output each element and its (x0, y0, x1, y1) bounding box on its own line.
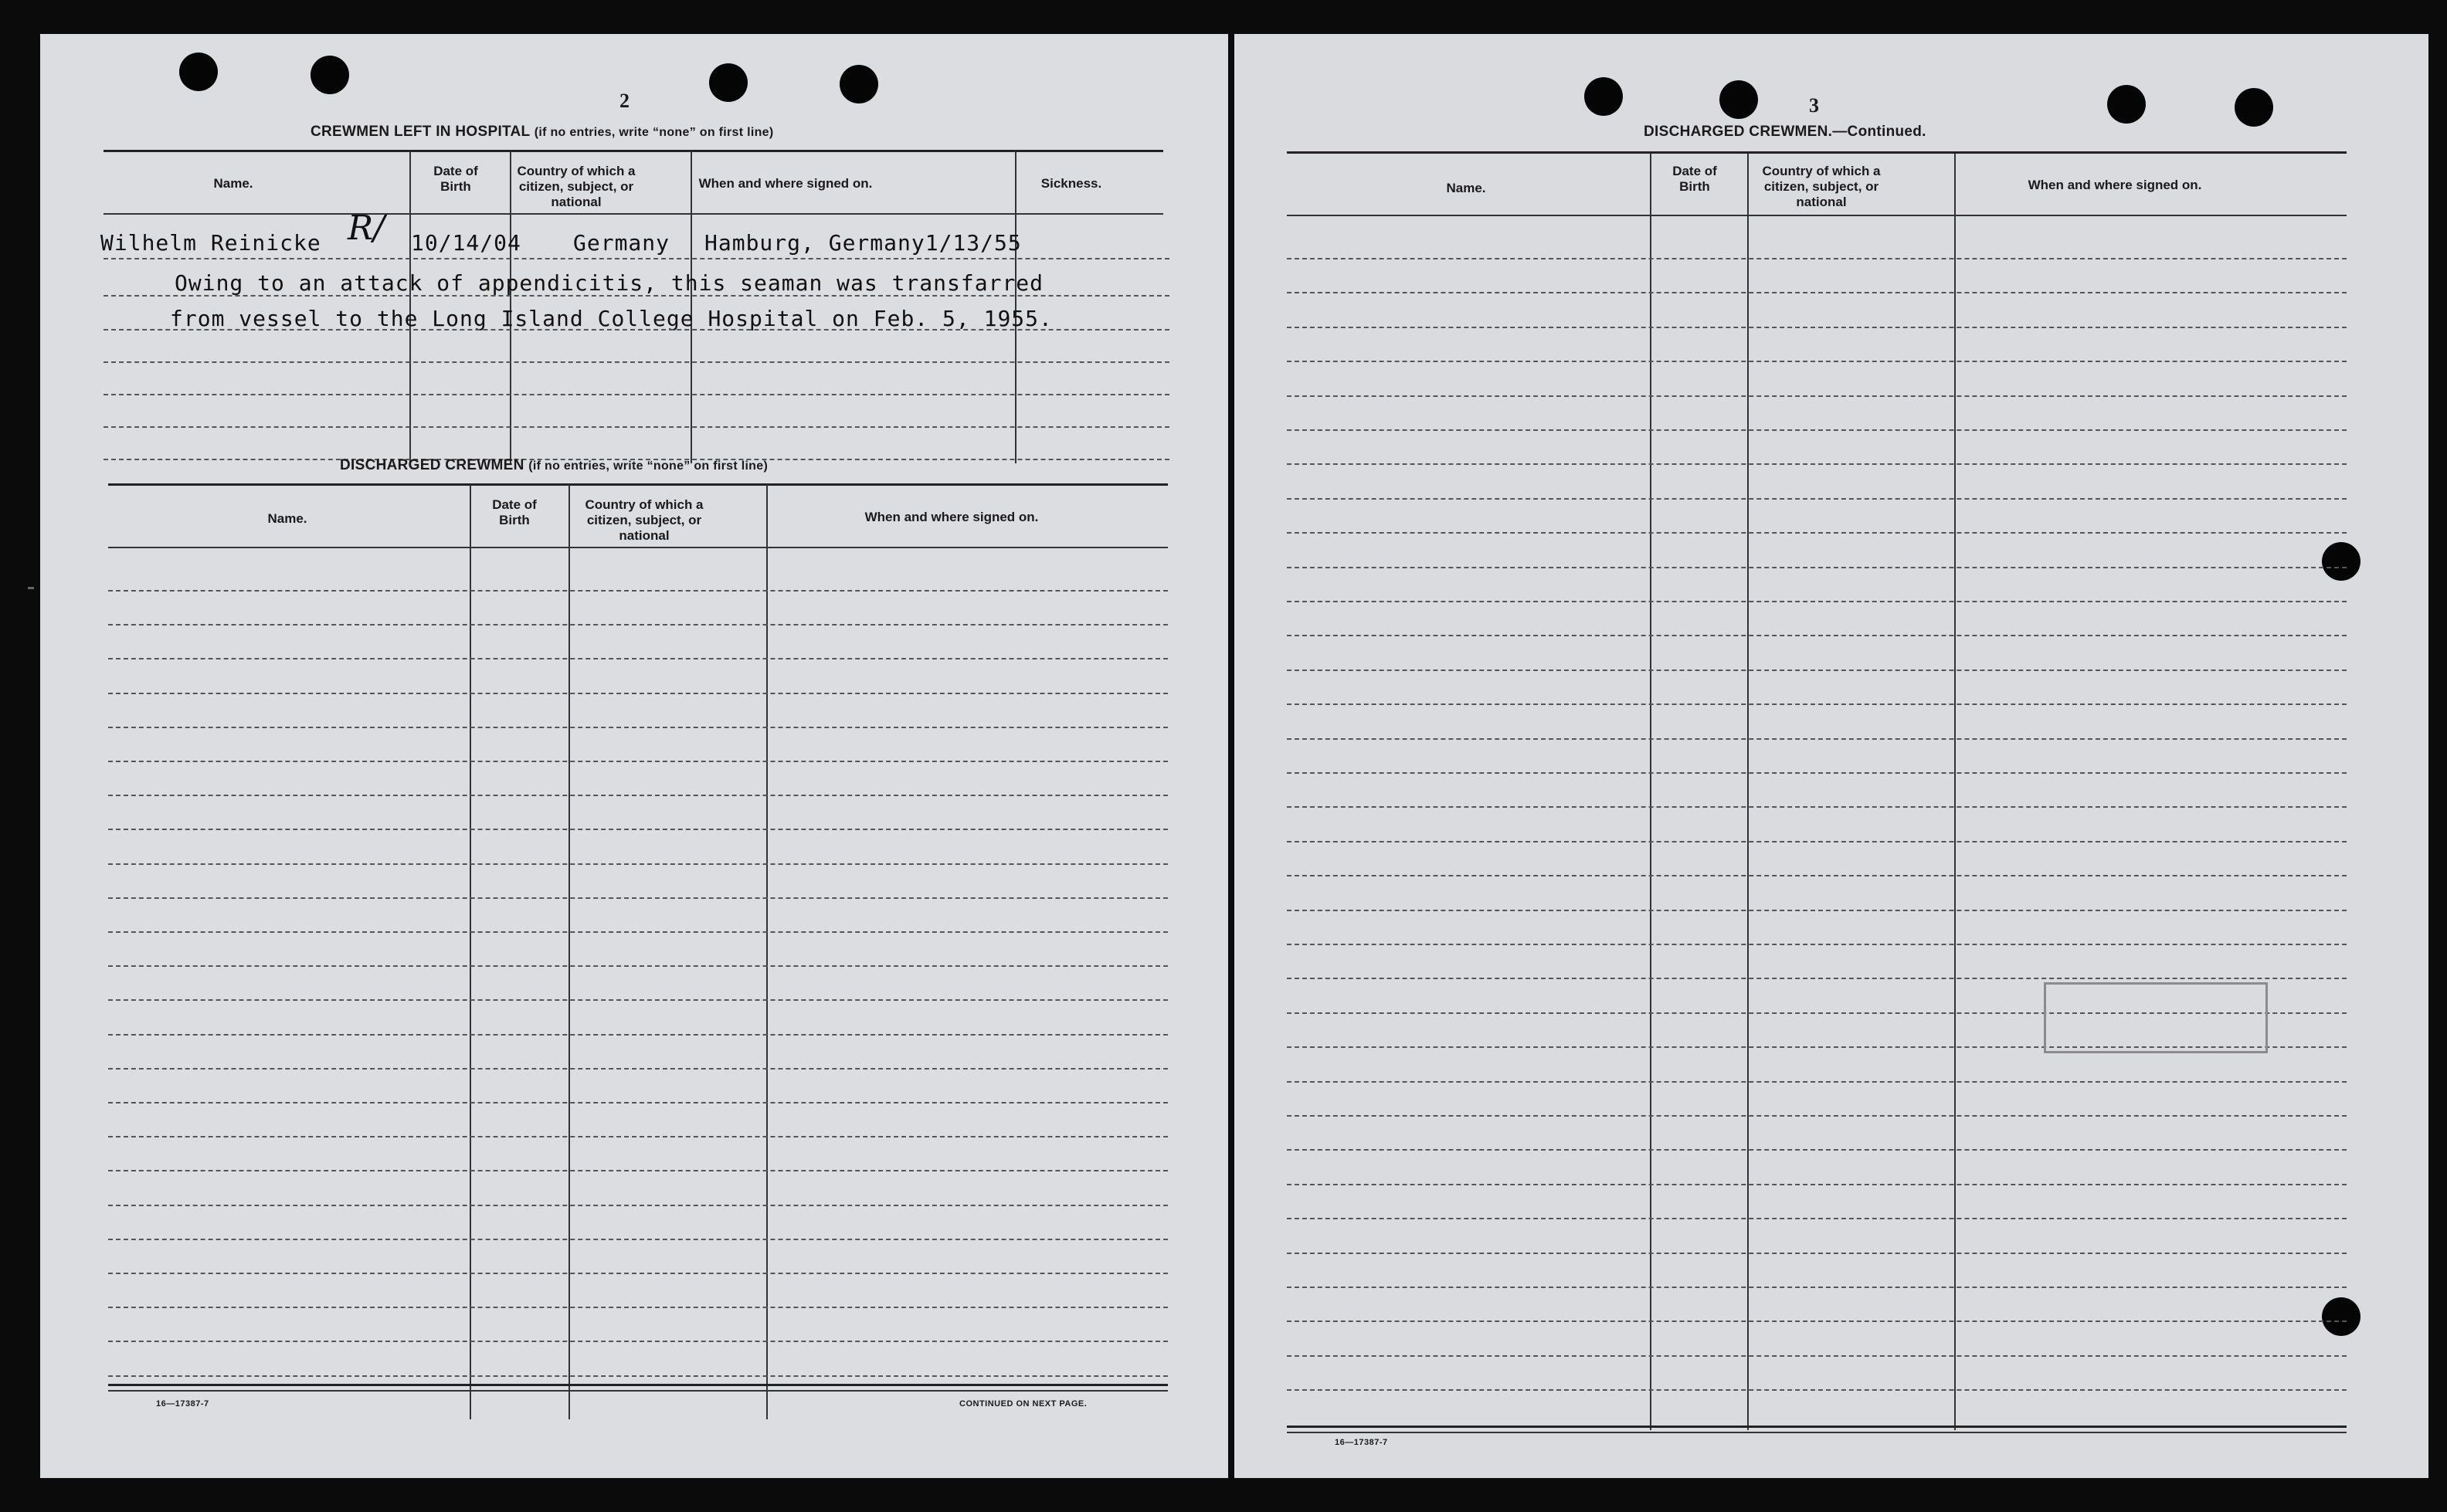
table-bottom-rule (1287, 1426, 2347, 1428)
blank-entry-line (1287, 1081, 2347, 1083)
punch-hole (2107, 85, 2146, 124)
blank-entry-line (108, 1307, 1168, 1308)
col-header-sickness: Sickness. (1040, 176, 1102, 191)
edge-mark (28, 587, 34, 589)
faded-stamp (2044, 982, 2268, 1053)
column-divider (1954, 153, 1956, 1430)
blank-entry-line (108, 624, 1168, 625)
blank-entry-line (108, 1136, 1168, 1137)
col-header-signed-on: When and where signed on. (864, 510, 1039, 524)
table-top-rule (104, 150, 1163, 152)
blank-entry-line (1287, 944, 2347, 945)
blank-entry-line (108, 1170, 1168, 1171)
blank-entry-line (108, 1102, 1168, 1103)
blank-entry-line (1287, 1287, 2347, 1288)
blank-entry-line (1287, 292, 2347, 293)
blank-entry-line (108, 1068, 1168, 1070)
continued-note: CONTINUED ON NEXT PAGE. (959, 1399, 1088, 1409)
entry-country: Germany (573, 230, 670, 256)
punch-hole (709, 63, 748, 102)
blank-entry-line (1287, 978, 2347, 979)
blank-entry-line (108, 1239, 1168, 1240)
punch-hole (840, 65, 878, 103)
col-header-signed-on: When and where signed on. (2028, 178, 2202, 192)
blank-entry-line (1287, 567, 2347, 568)
col-header-signed-on: When and where signed on. (698, 176, 873, 191)
blank-entry-line (108, 658, 1168, 659)
blank-entry-line (1287, 498, 2347, 500)
blank-entry-line (1287, 1115, 2347, 1117)
blank-entry-line (108, 1034, 1168, 1036)
blank-entry-line (1287, 258, 2347, 259)
punch-hole (311, 56, 349, 94)
blank-entry-line (108, 931, 1168, 933)
col-header-name: Name. (213, 176, 253, 191)
blank-entry-line (1287, 875, 2347, 876)
form-number: 16—17387-7 (1335, 1438, 1388, 1447)
blank-entry-line (1287, 910, 2347, 911)
punch-hole (1584, 77, 1623, 116)
blank-entry-line (108, 999, 1168, 1001)
col-header-name: Name. (267, 511, 307, 526)
blank-entry-line (1287, 772, 2347, 774)
punch-hole (2322, 542, 2360, 581)
col-header-name: Name. (1446, 181, 1486, 195)
table-header-rule (104, 213, 1163, 215)
blank-entry-line (108, 1341, 1168, 1342)
table-bottom-rule (1287, 1432, 2347, 1433)
left-page (40, 34, 1228, 1478)
table-top-rule (108, 483, 1168, 486)
blank-entry-line (108, 863, 1168, 865)
blank-entry-line (1287, 1149, 2347, 1151)
form-number: 16—17387-7 (156, 1399, 209, 1409)
page-number: 3 (1809, 94, 1819, 117)
blank-entry-line (1287, 738, 2347, 740)
hospital-section-title: CREWMEN LEFT IN HOSPITAL (if no entries, write “none” on first line) (311, 124, 774, 140)
entry-line (104, 426, 1169, 428)
entry-initials: R/ (348, 208, 385, 248)
blank-entry-line (108, 761, 1168, 762)
table-bottom-rule (108, 1384, 1168, 1386)
blank-entry-line (1287, 635, 2347, 636)
blank-entry-line (1287, 601, 2347, 602)
blank-entry-line (1287, 806, 2347, 808)
blank-entry-line (1287, 1218, 2347, 1219)
punch-hole (2235, 88, 2273, 127)
column-divider (1650, 153, 1651, 1430)
table-header-rule (108, 547, 1168, 548)
entry-line (104, 329, 1169, 331)
punch-hole (1719, 80, 1758, 119)
entry-dob: 10/14/04 (411, 230, 521, 256)
blank-entry-line (108, 965, 1168, 967)
blank-entry-line (108, 1205, 1168, 1206)
table-header-rule (1287, 215, 2347, 216)
col-header-dob: Date of Birth (1672, 164, 1717, 194)
blank-entry-line (108, 795, 1168, 796)
blank-entry-line (1287, 1389, 2347, 1391)
blank-entry-line (108, 590, 1168, 592)
col-header-dob: Date of Birth (492, 497, 537, 527)
col-header-country: Country of which a citizen, subject, or national (1762, 164, 1881, 209)
right-page (1234, 34, 2428, 1478)
blank-entry-line (1287, 703, 2347, 705)
entry-signed-on: Hamburg, Germany1/13/55 (704, 230, 1022, 256)
blank-entry-line (108, 829, 1168, 830)
entry-name: Wilhelm Reinicke (100, 230, 321, 256)
blank-entry-line (108, 1273, 1168, 1274)
remark-line-1: Owing to an attack of appendicitis, this seaman was transfarred (175, 270, 1044, 296)
blank-entry-line (108, 1375, 1168, 1377)
entry-line (104, 258, 1169, 259)
col-header-dob: Date of Birth (433, 164, 478, 194)
blank-entry-line (108, 693, 1168, 694)
col-header-country: Country of which a citizen, subject, or national (517, 164, 636, 209)
blank-entry-line (1287, 1253, 2347, 1254)
blank-entry-line (1287, 532, 2347, 534)
blank-entry-line (1287, 1355, 2347, 1357)
remark-line-2: from vessel to the Long Island College Hospital on Feb. 5, 1955. (170, 306, 1053, 331)
blank-entry-line (1287, 429, 2347, 431)
col-header-country: Country of which a citizen, subject, or national (585, 497, 704, 543)
punch-hole (2322, 1297, 2360, 1336)
blank-entry-line (1287, 670, 2347, 671)
table-top-rule (1287, 151, 2347, 154)
discharged-continued-title: DISCHARGED CREWMEN.—Continued. (1644, 124, 1926, 140)
blank-entry-line (1287, 361, 2347, 362)
blank-entry-line (1287, 395, 2347, 397)
blank-entry-line (1287, 463, 2347, 465)
entry-line (104, 361, 1169, 363)
punch-hole (179, 53, 218, 91)
blank-entry-line (1287, 1184, 2347, 1185)
discharged-section-title: DISCHARGED CREWMEN (if no entries, write “none” on first line) (340, 457, 769, 473)
blank-entry-line (108, 897, 1168, 899)
blank-entry-line (1287, 327, 2347, 328)
column-divider (1747, 153, 1749, 1430)
blank-entry-line (1287, 1320, 2347, 1322)
entry-line (104, 394, 1169, 395)
entry-line (104, 295, 1169, 297)
blank-entry-line (1287, 841, 2347, 842)
blank-entry-line (108, 727, 1168, 728)
table-bottom-rule (108, 1390, 1168, 1392)
page-number: 2 (619, 90, 630, 112)
